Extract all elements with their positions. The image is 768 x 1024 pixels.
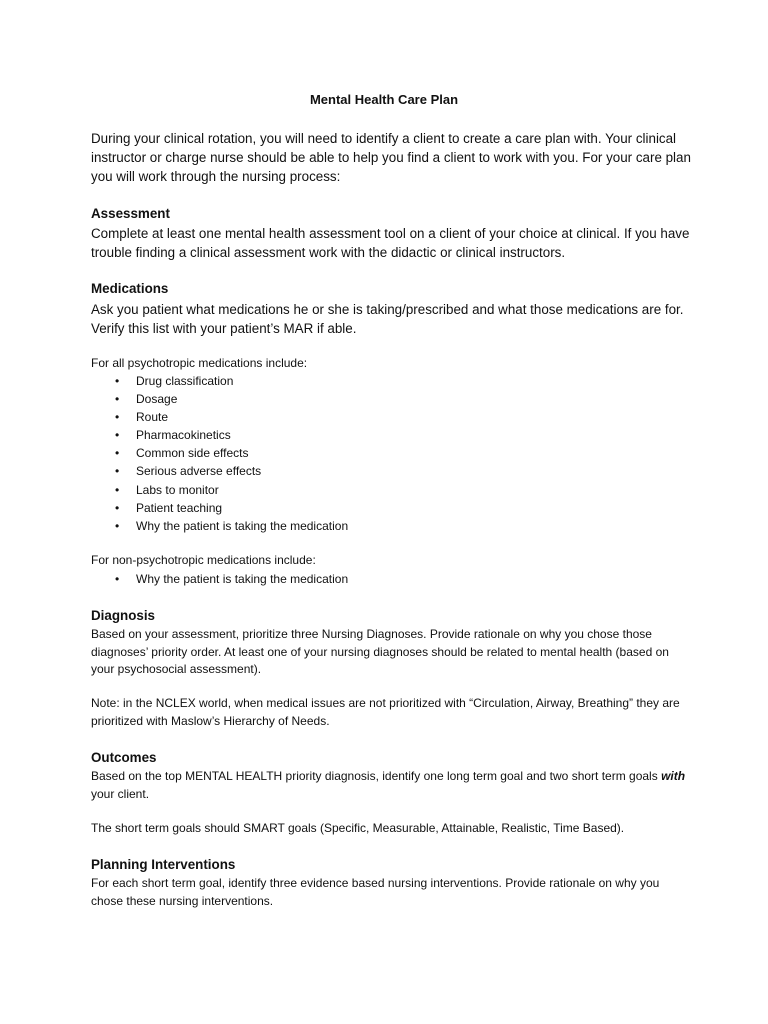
bullet-icon: •	[115, 374, 120, 388]
bullet-icon: •	[115, 446, 120, 461]
list-item: • Why the patient is taking the medication	[91, 517, 348, 535]
list-item: • Common side effects	[91, 444, 348, 462]
bullet-icon: •	[115, 500, 120, 515]
bullet-icon: •	[115, 392, 120, 407]
assessment-text: Complete at least one mental health assessment tool on a client of your choice at clinical. If you have trouble finding a clinical assessment work with the didactic or clinical instructors.	[91, 226, 690, 260]
bullet-icon: •	[115, 482, 120, 497]
smart-goals-text: The short term goals should SMART goals (Specific, Measurable, Attainable, Realistic, Time Based).	[91, 821, 625, 835]
bullet-icon: •	[115, 572, 120, 586]
diagnosis-text: Based on your assessment, prioritize three Nursing Diagnoses. Provide rationale on why you chose those diagnoses’ priority order. At least one of your nursing diagnoses should be related to mental health (based on your psychosocial assessment).	[91, 627, 669, 676]
emphasis-with: with	[661, 769, 686, 783]
list-item: • Labs to monitor	[91, 481, 348, 499]
bullet-icon: •	[115, 464, 120, 479]
list-item: • Route	[91, 408, 348, 426]
medications-text: Ask you patient what medications he or she is taking/prescribed and what those medications are for. Verify this list with your patient’s MAR if able.	[91, 302, 684, 336]
page-title: Mental Health Care Plan	[309, 92, 459, 107]
intro-paragraph: During your clinical rotation, you will need to identify a client to create a care plan with. Your clinical instructor or charge nurse should be able to help you find a client to work with you. For your care plan you will work through the nursing process:	[91, 131, 691, 184]
outcomes-text: Based on the top MENTAL HEALTH priority diagnosis, identify one long term goal and two short term goals with your client.	[91, 769, 686, 801]
non-psychotropic-list	[91, 570, 348, 588]
bullet-icon: •	[115, 518, 120, 533]
outcomes-heading: Outcomes	[91, 750, 157, 765]
list-item: • Serious adverse effects	[91, 462, 348, 480]
planning-text: For each short term goal, identify three evidence based nursing interventions. Provide rationale on why you chose these nursing interventions.	[91, 876, 660, 908]
diagnosis-note: Note: in the NCLEX world, when medical issues are not prioritized with “Circulation, Airway, Breathing” they are prioritized with Maslow’s Hierarchy of Needs.	[91, 696, 680, 728]
non-psychotropic-intro: For non-psychotropic medications include:	[91, 553, 316, 567]
planning-heading: Planning Interventions	[91, 857, 236, 872]
list-item: • Dosage	[91, 390, 348, 408]
list-item: • Drug classification	[91, 372, 348, 390]
list-item: • Pharmacokinetics	[91, 426, 348, 444]
list-item: • Patient teaching	[91, 499, 348, 517]
bullet-icon: •	[115, 410, 120, 425]
medications-heading: Medications	[91, 281, 169, 296]
psychotropic-list	[91, 372, 348, 535]
bullet-icon: •	[115, 428, 120, 443]
assessment-heading: Assessment	[91, 206, 170, 221]
diagnosis-heading: Diagnosis	[91, 608, 155, 623]
list-item: • Why the patient is taking the medication	[91, 570, 348, 588]
psychotropic-intro: For all psychotropic medications include:	[91, 356, 308, 370]
